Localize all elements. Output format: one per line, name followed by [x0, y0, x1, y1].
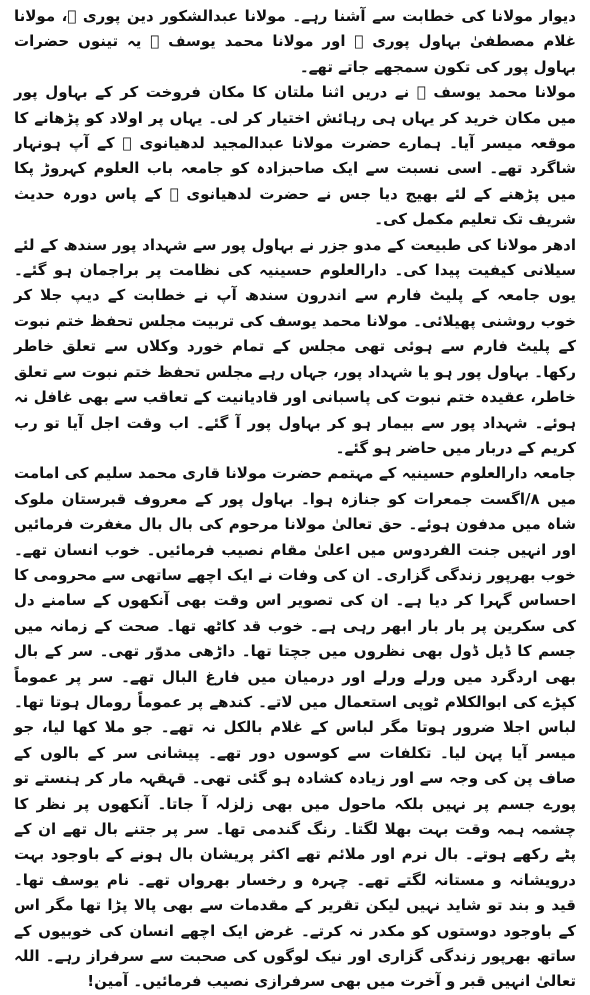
paragraph-3: ادھر مولانا کی طبیعت کے مدو جزر نے بہاول پور سے شہداد پور سندھ کے لئے سیلانی کیفیت پیدا کی۔ دارالعلوم حسینیہ کی نظامت پر براجمان ہو گئے۔ یوں جامعہ کے پلیٹ فارم سے اندرون سندھ آپ نے خطابت کے دیپ جلا کر خوب روشنی پھیلائی۔ مولانا محمد یوسف کی تربیت مجلس تحفظ ختم نبوت کے پلیٹ فارم سے ہوئی تھی مجلس کے تمام خورد وکلاں سے تعلق خاطر رکھا۔ بہاول پور ہو یا شہداد پور، جہاں رہے مجلس تحفظ ختم نبوت سے تعلق خاطر، عقیدہ ختم نبوت کی پاسبانی اور قادیانیت کے تعاقب سے بھی غافل نہ ہوئے۔ شہداد پور سے بیمار ہو کر بہاول پور آ گئے۔ اب وقت اجل آیا تو رب کریم کے دربار میں حاضر ہو گئے۔ — [14, 235, 576, 457]
paragraph-4: جامعہ دارالعلوم حسینیہ کے مہتمم حضرت مولانا قاری محمد سلیم کی امامت میں ۸/اگست جمعرات کو جنازہ ہوا۔ بہاول پور کے معروف قبرستان ملوک شاہ میں مدفون ہوئے۔ حق تعالیٰ مولانا مرحوم کی بال بال مغفرت فرمائیں اور انہیں جنت الفردوس میں اعلیٰ مقام نصیب فرمائیں۔ خوب انسان تھے۔ خوب بھرپور زندگی گزاری۔ ان کی وفات نے ایک اچھے ساتھی سے محرومی کا احساس گہرا کر دیا ہے۔ ان کی تصویر اس وقت بھی آنکھوں کے سامنے دل کی سکرین پر بار بار ابھر رہی ہے۔ خوب قد کاٹھ تھا۔ صحت کے زمانہ میں جسم کا ڈیل ڈول بھی نظروں میں جچتا تھا۔ داڑھی مدوّر تھی۔ سر کے بال بھی اردگرد میں ورلے ورلے اور درمیان میں فارغ البال تھے۔ سر پر عموماً کپڑے کی ابوالکلام ٹوپی استعمال میں لاتے۔ کندھے پر عموماً رومال ہوتا تھا۔ لباس اجلا ضرور ہوتا مگر لباس کے غلام بالکل نہ تھے۔ جو ملا کھا لیا، جو میسر آیا پہن لیا۔ تکلفات سے کوسوں دور تھے۔ پیشانی سر کے بالوں کے صاف پن کی وجہ سے اور زیادہ کشادہ ہو گئی تھی۔ قہقہہ مار کر ہنستے تو پورے جسم پر نہیں بلکہ ماحول میں بھی زلزلہ آ جاتا۔ آنکھوں پر نظر کا چشمہ ہمہ وقت بہت بھلا لگتا۔ رنگ گندمی تھا۔ سر پر جتنے بال تھے ان کے پٹے رکھے ہوتے۔ بال نرم اور ملائم تھے اکثر پریشان بال ہونے کے باوجود بہت درویشانہ و مستانہ لگتے تھے۔ چہرہ و رخسار بھرواں تھے۔ نام یوسف تھا۔ قید و بند تو شاید نہیں لیکن تقریر کے مقدمات سے بھی پالا پڑا تھا مگر اس کے باوجود دوستوں کو مکدر نہ کرتے۔ غرض ایک اچھے انسان کی خوبیوں کے ساتھ بھرپور زندگی گزاری اور نیک لوگوں کی صحبت سے سرفراز رہے۔ اللہ تعالیٰ انہیں قبر و آخرت میں بھی سرفرازی نصیب فرمائیں۔ آمین! — [13, 464, 577, 991]
document-page — [13, 4, 577, 991]
paragraph-2: مولانا محمد یوسف ﷫ نے دریں اثنا ملتان کا مکان فروخت کر کے بہاول پور میں مکان خرید کر یہاں ہی رہائش اختیار کر لی۔ یہاں پر اولاد کو پڑھانے کا موقعہ میسر آیا۔ ہمارے حضرت مولانا عبدالمجید لدھیانوی ﷫ کے آپ ہونہار شاگرد تھے۔ اسی نسبت سے ایک صاحبزادہ کو جامعہ باب العلوم کہروڑ پکا میں پڑھنے کے لئے بھیج دیا جس نے حضرت لدھیانوی ﷫ کے پاس دورہ حدیث شریف تک تعلیم مکمل کی۔ — [14, 83, 576, 229]
paragraph-1: دیوار مولانا کی خطابت سے آشنا رہے۔ مولانا عبدالشکور دین پوری ﷫، مولانا غلام مصطفیٰ بہاول پوری ﷫ اور مولانا محمد یوسف ﷫ یہ تینوں حضرات بہاول پور کی تکون سمجھے جاتے تھے۔ — [14, 7, 576, 76]
